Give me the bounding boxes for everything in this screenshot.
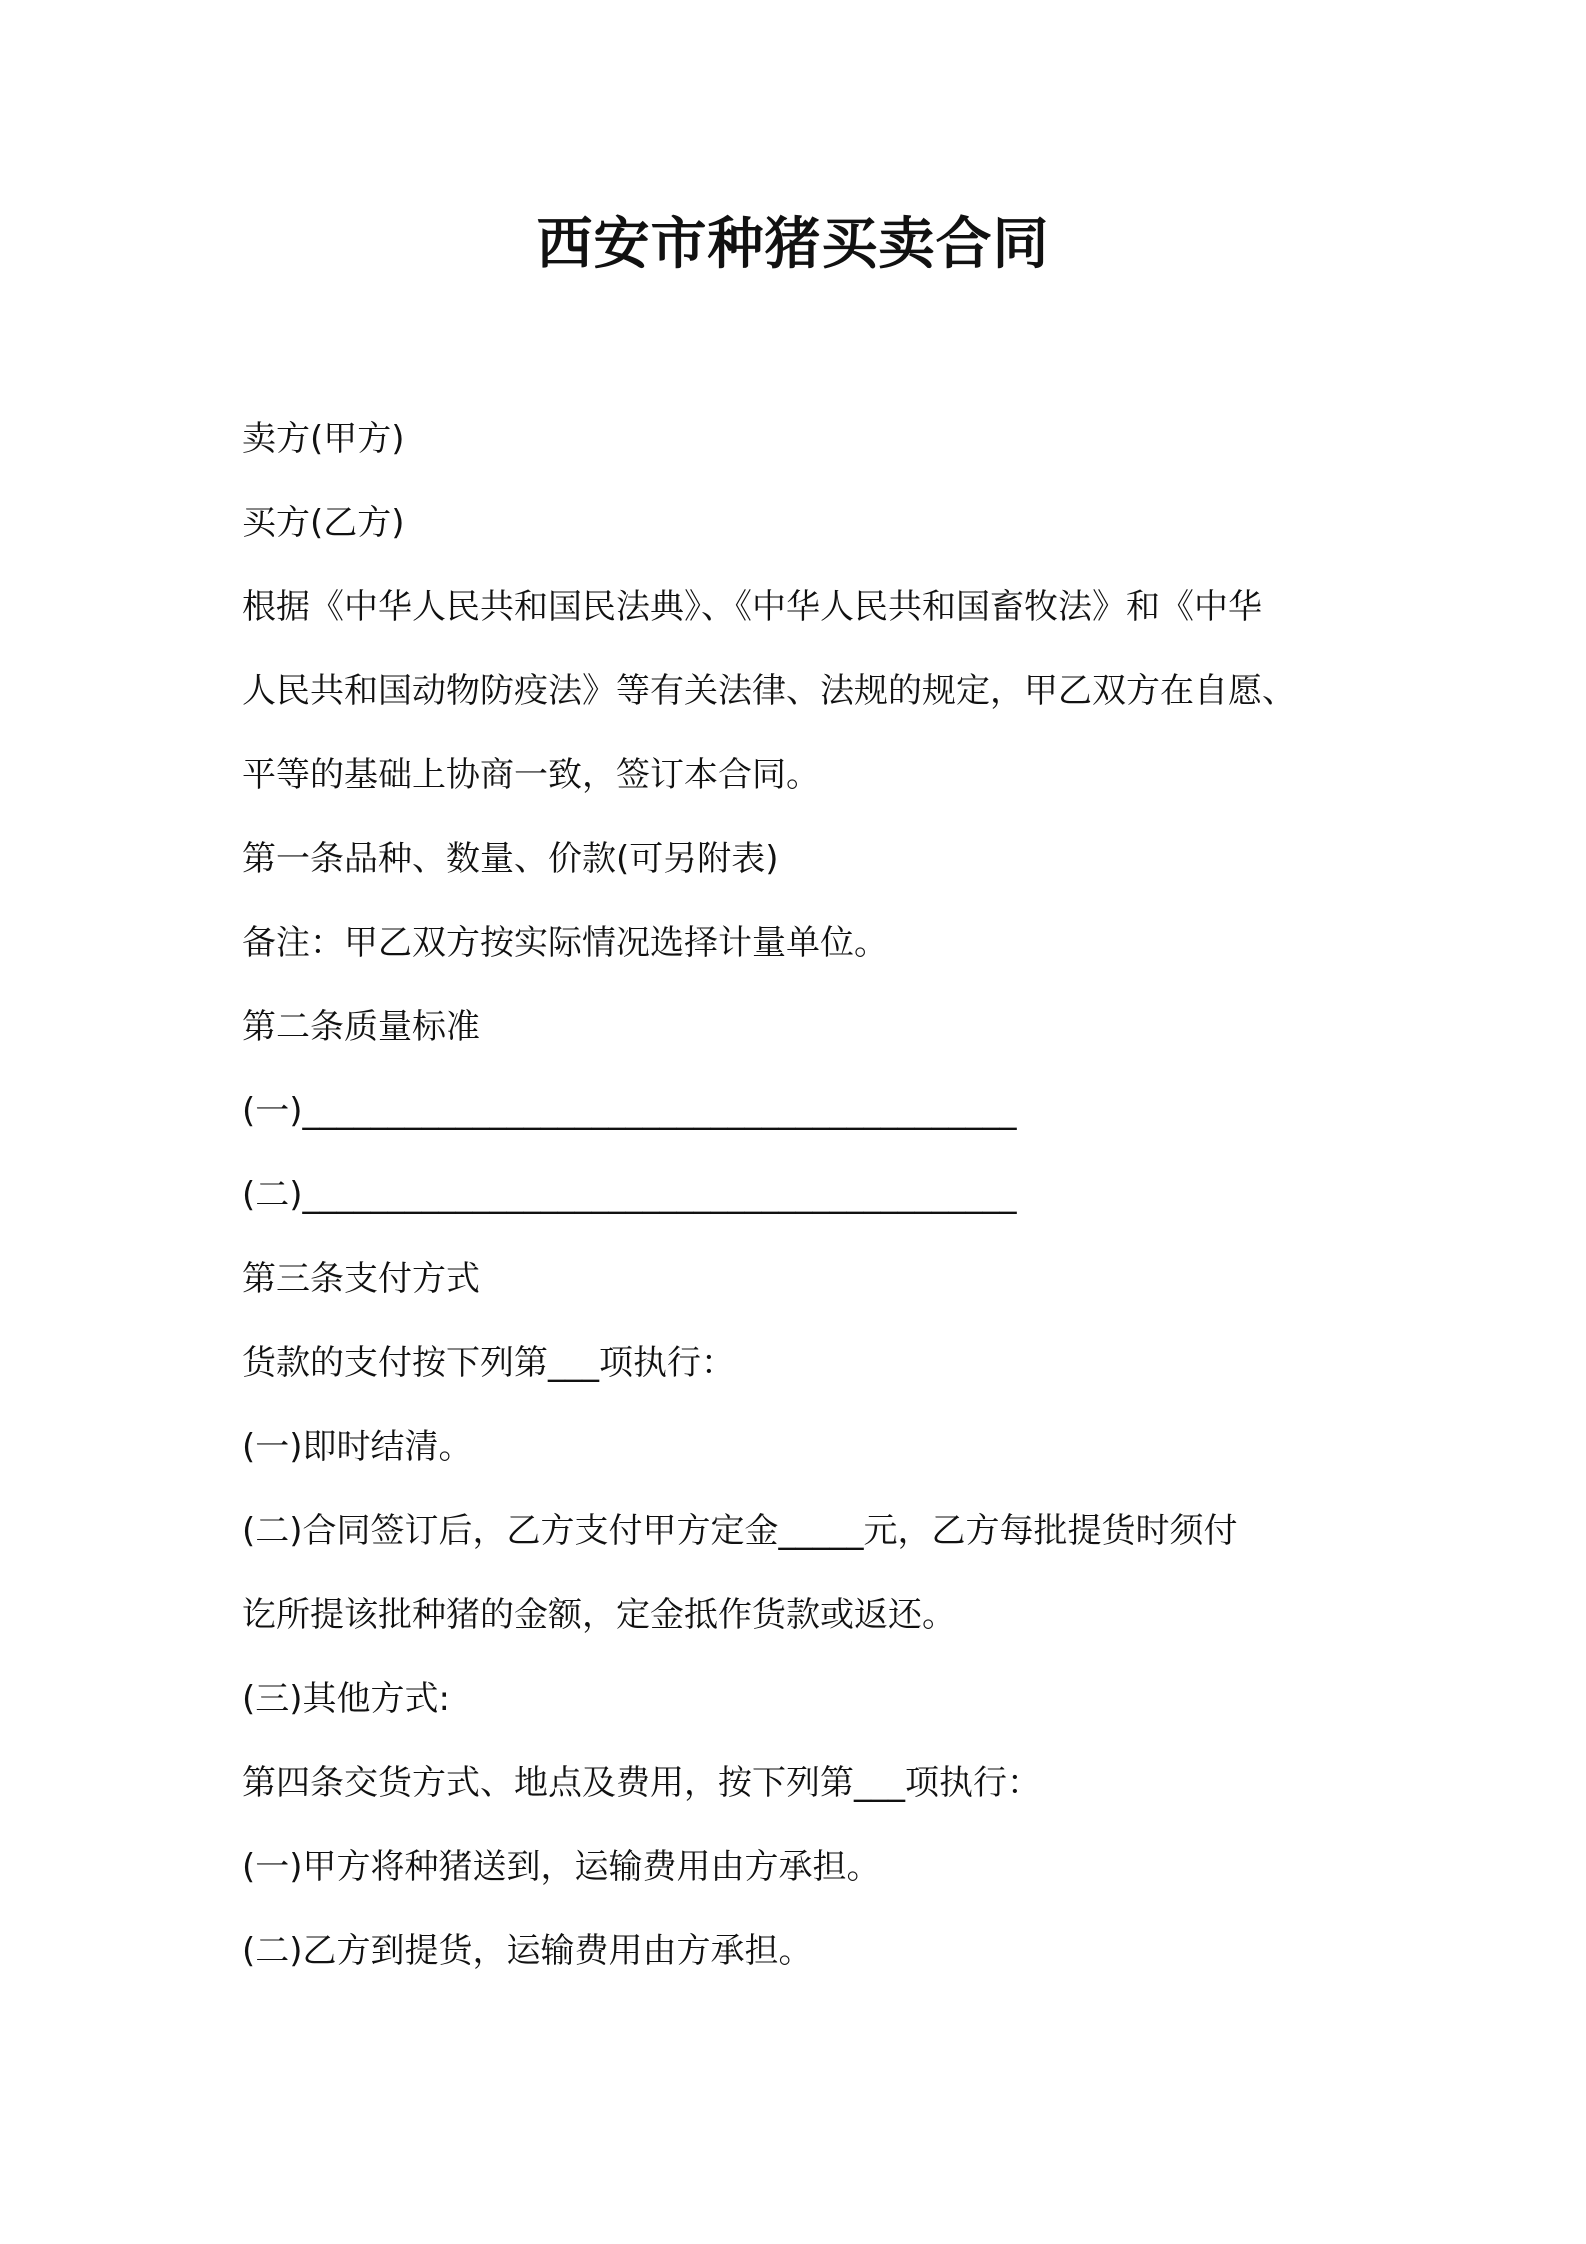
article-4-heading: 第四条交货方式、地点及费用，按下列第___项执行： bbox=[242, 1763, 1041, 1803]
article-1-note: 备注：甲乙双方按实际情况选择计量单位。 bbox=[242, 923, 888, 963]
article-3-heading: 第三条支付方式 bbox=[242, 1259, 480, 1299]
article-1-heading: 第一条品种、数量、价款(可另附表) bbox=[242, 839, 779, 879]
delivery-option-1: (一)甲方将种猪送到，运输费用由方承担。 bbox=[242, 1847, 881, 1887]
payment-option-2-line-2: 讫所提该批种猪的金额，定金抵作货款或返还。 bbox=[242, 1595, 956, 1635]
buyer-party-line: 买方(乙方) bbox=[242, 503, 405, 543]
quality-item-2: (二)__________________________________________ bbox=[242, 1175, 1017, 1215]
payment-option-3: (三)其他方式: bbox=[242, 1679, 450, 1719]
payment-option-1: (一)即时结清。 bbox=[242, 1427, 473, 1467]
preamble-line-3: 平等的基础上协商一致，签订本合同。 bbox=[242, 755, 820, 795]
payment-option-2-line-1: (二)合同签订后，乙方支付甲方定金_____元，乙方每批提货时须付 bbox=[242, 1511, 1238, 1551]
delivery-option-2: (二)乙方到提货，运输费用由方承担。 bbox=[242, 1931, 813, 1971]
preamble-line-1: 根据《中华人民共和国民法典》、《中华人民共和国畜牧法》和《中华 bbox=[242, 587, 1262, 627]
preamble-line-2: 人民共和国动物防疫法》等有关法律、法规的规定，甲乙双方在自愿、 bbox=[242, 671, 1296, 711]
article-2-heading: 第二条质量标准 bbox=[242, 1007, 480, 1047]
seller-party-line: 卖方(甲方) bbox=[242, 419, 405, 459]
payment-intro: 货款的支付按下列第___项执行： bbox=[242, 1343, 735, 1383]
quality-item-1: (一)__________________________________________ bbox=[242, 1091, 1017, 1131]
document-title: 西安市种猪买卖合同 bbox=[536, 212, 1050, 277]
